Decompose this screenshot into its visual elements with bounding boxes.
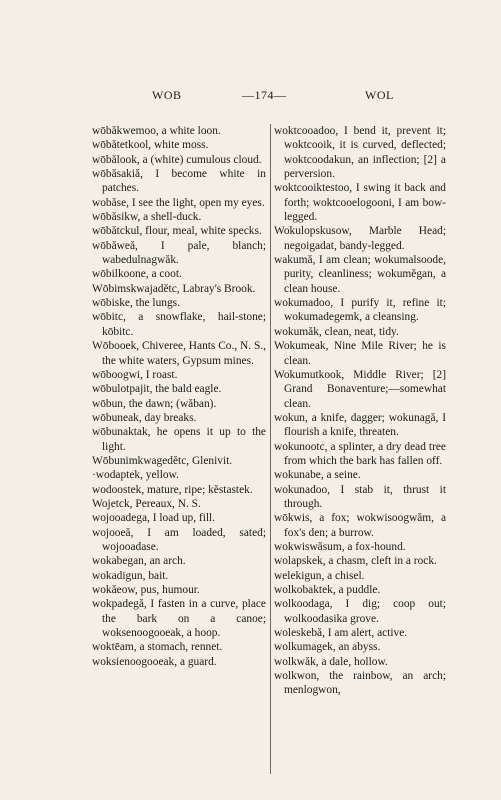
dictionary-entry: Wōbooek, Chiveree, Hants Co., N. S., the white waters, Gypsum mines. — [92, 340, 266, 367]
dictionary-entry: Wojetck, Pereaux, N. S. — [92, 497, 201, 510]
dictionary-entry: wōbăsikw, a shell-duck. — [92, 211, 202, 224]
dictionary-entry: wojooeă, I am loaded, sated; wojooadase. — [92, 526, 266, 553]
dictionary-entry: wakumă, I am clean; wokumalsoode, purity, cleanliness; wokumĕgan, a clean house. — [274, 254, 446, 295]
dictionary-entry: wokabegan, an arch. — [92, 555, 186, 568]
dictionary-entry: wōbunaktak, he opens it up to the light. — [92, 426, 266, 453]
dictionary-entry: welekigun, a chisel. — [274, 569, 365, 582]
page-number: —174— — [242, 88, 287, 102]
dictionary-entry: Wokumeak, Nine Mile River; he is clean. — [274, 340, 446, 367]
dictionary-entry: Wōbimskwajadĕtc, Labray's Brook. — [92, 282, 256, 295]
dictionary-entry: woleskebă, I am alert, active. — [274, 627, 408, 640]
dictionary-entry: woktēam, a stomach, rennet. — [92, 641, 223, 654]
dictionary-entry: wokwiswăsum, a fox-hound. — [274, 540, 406, 553]
dictionary-entry: wōbăweă, I pale, blanch; wabedulnagwăk. — [92, 239, 266, 267]
page-header — [0, 88, 501, 104]
dictionary-entry: wōbun, the dawn; (wăban). — [92, 397, 217, 410]
dictionary-entry: woksienoogooeak, a guard. — [92, 655, 217, 668]
dictionary-entry: wōbitc, a snowflake, hail-stone; kōbitc. — [92, 311, 266, 338]
dictionary-entry: Wokulopskusow, Marble Head; negoigadat, bandy-legged. — [274, 225, 446, 252]
dictionary-entry: wolkumagek, an abyss. — [274, 641, 381, 654]
dictionary-entry: Wokumutkook, Middle River; [2] Grand Bonaventure;—somewhat clean. — [274, 368, 446, 410]
dictionary-entry: wōbătckul, flour, meal, white specks. — [92, 225, 262, 238]
header-left-guideword: WOB — [152, 88, 182, 102]
dictionary-entry: wolkwăk, a dale, hollow. — [274, 655, 388, 668]
dictionary-entry: wōbăsakiă, I become white in patches. — [92, 168, 266, 195]
column-divider — [270, 124, 271, 774]
left-column — [92, 124, 266, 669]
dictionary-entry: woktcooiktestoo, I swing it back and forth; woktcooelogooni, I am bow-legged. — [274, 182, 446, 224]
dictionary-entry: wokăeow, pus, humour. — [92, 584, 200, 596]
dictionary-entry: wōbiske, the lungs. — [92, 297, 180, 310]
dictionary-entry: wōbuneak, day breaks. — [92, 411, 197, 424]
dictionary-entry: wōbătetkool, white moss. — [92, 139, 209, 152]
dictionary-entry: wolapskek, a chasm, cleft in a rock. — [274, 555, 437, 568]
dictionary-entry: wokadigun, bait. — [92, 569, 169, 582]
dictionary-entry: wokumăk, clean, neat, tidy. — [274, 325, 399, 338]
dictionary-entry: wolkoodaga, I dig; coop out; wolkoodasika grove. — [274, 598, 446, 625]
dictionary-entry: wokunootc, a splinter, a dry dead tree from which the bark has fallen off. — [274, 440, 446, 467]
dictionary-entry: ·wodaptek, yellow. — [92, 469, 179, 482]
dictionary-entry: wokunadoo, I stab it, thrust it through. — [274, 483, 446, 510]
dictionary-entry: wokunabe, a seine. — [274, 469, 361, 482]
dictionary-entry: wōbulotpajit, the bald eagle. — [92, 383, 222, 396]
dictionary-entry: wolkwon, the rainbow, an arch; menlogwon, — [274, 670, 446, 697]
header-right-guideword: WOL — [365, 88, 394, 102]
dictionary-entry: wōbilkoone, a coot. — [92, 268, 182, 281]
dictionary-entry: wōbăkwemoo, a white loon. — [92, 125, 221, 137]
dictionary-entry: wōbălook, a (white) cumulous cloud. — [92, 153, 262, 166]
dictionary-entry: Wōbunimkwagedĕtc, Glenivit. — [92, 454, 233, 467]
dictionary-entry: woktcooadoo, I bend it, prevent it; woktcooik, it is curved, deflected; woktcoodakun, an inflection; [2] a perversion. — [274, 125, 446, 181]
dictionary-entry: wokpadegă, I fasten in a curve, place the bark on a canoe; woksenoogooeak, a hoop. — [92, 598, 266, 640]
dictionary-entry: wolkobaktek, a puddle. — [274, 584, 381, 596]
dictionary-entry: wodoostek, mature, ripe; kĕstastek. — [92, 483, 253, 496]
dictionary-entry: wojooadega, I load up, fill. — [92, 512, 216, 525]
dictionary-entry: wokumadoo, I purify it, refine it; wokumadegemk, a cleansing. — [274, 297, 446, 324]
dictionary-entry: wobăse, I see the light, open my eyes. — [92, 196, 265, 209]
right-column — [274, 124, 446, 698]
dictionary-entry: wokun, a knife, dagger; wokunagă, I flourish a knife, threaten. — [274, 411, 446, 439]
dictionary-entry: wōboogwi, I roast. — [92, 368, 178, 381]
dictionary-entry: wōkwis, a fox; wokwisoogwăm, a fox's den; a burrow. — [274, 512, 446, 539]
